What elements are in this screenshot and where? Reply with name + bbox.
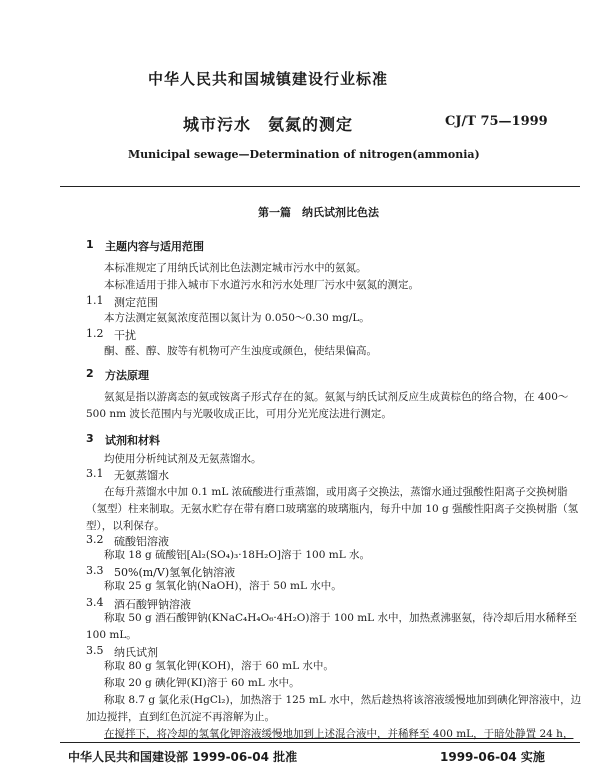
part-heading: 第一篇 纳氏试剂比色法 [258, 206, 379, 219]
section-3-4-title: 酒石酸钾钠溶液 [114, 598, 191, 611]
section-2-number: 2 [86, 367, 94, 380]
section-3-5-para-3: 称取 8.7 g 氯化汞(HgCl₂)，加热溶于 125 mL 水中，然后趁热将该溶液缓慢地加到碘化钾溶液中，边加边搅拌，直到红色沉淀不再溶解为止。 [86, 694, 582, 723]
section-3-1-number: 3.1 [86, 467, 104, 480]
section-3-title: 试剂和材料 [105, 434, 160, 447]
section-1-title: 主题内容与适用范围 [105, 240, 204, 253]
section-3-5-para-1: 称取 80 g 氢氧化钾(KOH)，溶于 60 mL 水中。 [104, 660, 334, 672]
document-title: 城市污水 氨氮的测定 [183, 115, 354, 134]
section-1-1-para: 本方法测定氨氮浓度范围以氮计为 0.050～0.30 mg/L。 [104, 312, 370, 324]
section-3-3-para: 称取 25 g 氢氧化钠(NaOH)，溶于 50 mL 水中。 [104, 580, 342, 592]
section-3-number: 3 [86, 432, 94, 445]
section-1-number: 1 [86, 238, 94, 251]
section-3-2-number: 3.2 [86, 533, 104, 546]
section-1-2-para: 酮、醛、醇、胺等有机物可产生浊度或颜色，使结果偏高。 [104, 345, 377, 357]
issuing-standard-header: 中华人民共和国城镇建设行业标准 [148, 70, 389, 88]
approval-notice: 中华人民共和国建设部 1999-06-04 批准 [68, 750, 298, 764]
section-3-3-title: 50%(m/V)氢氧化钠溶液 [114, 566, 236, 579]
section-3-2-title: 硫酸铝溶液 [114, 535, 169, 548]
section-1-2-number: 1.2 [86, 327, 104, 340]
section-3-4-para: 称取 50 g 酒石酸钾钠(KNaC₄H₄O₆·4H₂O)溶于 100 mL 水中，加热煮沸驱氨，待冷却后用水稀释至 100 mL。 [86, 612, 577, 641]
section-1-1-title: 测定范围 [114, 296, 158, 309]
header-rule [60, 186, 580, 187]
section-3-1-para: 在每升蒸馏水中加 0.1 mL 浓硫酸进行重蒸馏，或用离子交换法，蒸馏水通过强酸性阳离子交换树脂（氢型）柱来制取。无氨水贮存在带有磨口玻璃塞的玻璃瓶内，每升中加 10 g 强酸性阳离子交换树脂（氢型），以利保存。 [86, 486, 579, 532]
section-3-4-number: 3.4 [86, 596, 104, 609]
footer-rule [60, 742, 580, 743]
standard-code: CJ/T 75—1999 [445, 114, 548, 129]
section-3-3-number: 3.3 [86, 564, 104, 577]
section-2-title: 方法原理 [105, 369, 149, 382]
section-3-5-title: 纳氏试剂 [114, 646, 158, 659]
section-2-para: 氨氮是指以游离态的氨或铵离子形式存在的氮。氨氮与纳氏试剂反应生成黄棕色的络合物，在 400～500 nm 波长范围内与光吸收成正比，可用分光光度法进行测定。 [86, 391, 569, 420]
section-1-para-2: 本标准适用于排入城市下水道污水和污水处理厂污水中氨氮的测定。 [104, 279, 419, 291]
section-1-2-title: 干扰 [114, 329, 136, 342]
section-3-para: 均使用分析纯试剂及无氨蒸馏水。 [104, 453, 262, 465]
section-1-1-number: 1.1 [86, 294, 104, 307]
effective-date: 1999-06-04 实施 [440, 750, 545, 764]
section-1-para-1: 本标准规定了用纳氏试剂比色法测定城市污水中的氨氮。 [104, 262, 367, 274]
section-3-5-para-4: 在搅拌下，将冷却的氢氧化钾溶液缓慢地加到上述混合液中，并稀释至 400 mL，于暗处静置 24 h， [104, 728, 574, 740]
english-title: Municipal sewage—Determination of nitrogen(ammonia) [128, 148, 480, 161]
section-3-5-para-2: 称取 20 g 碘化钾(KI)溶于 60 mL 水中。 [104, 677, 300, 689]
section-3-5-number: 3.5 [86, 644, 104, 657]
section-3-1-title: 无氨蒸馏水 [114, 469, 169, 482]
section-3-2-para: 称取 18 g 硫酸铝[Al₂(SO₄)₃·18H₂O]溶于 100 mL 水。 [104, 549, 371, 561]
